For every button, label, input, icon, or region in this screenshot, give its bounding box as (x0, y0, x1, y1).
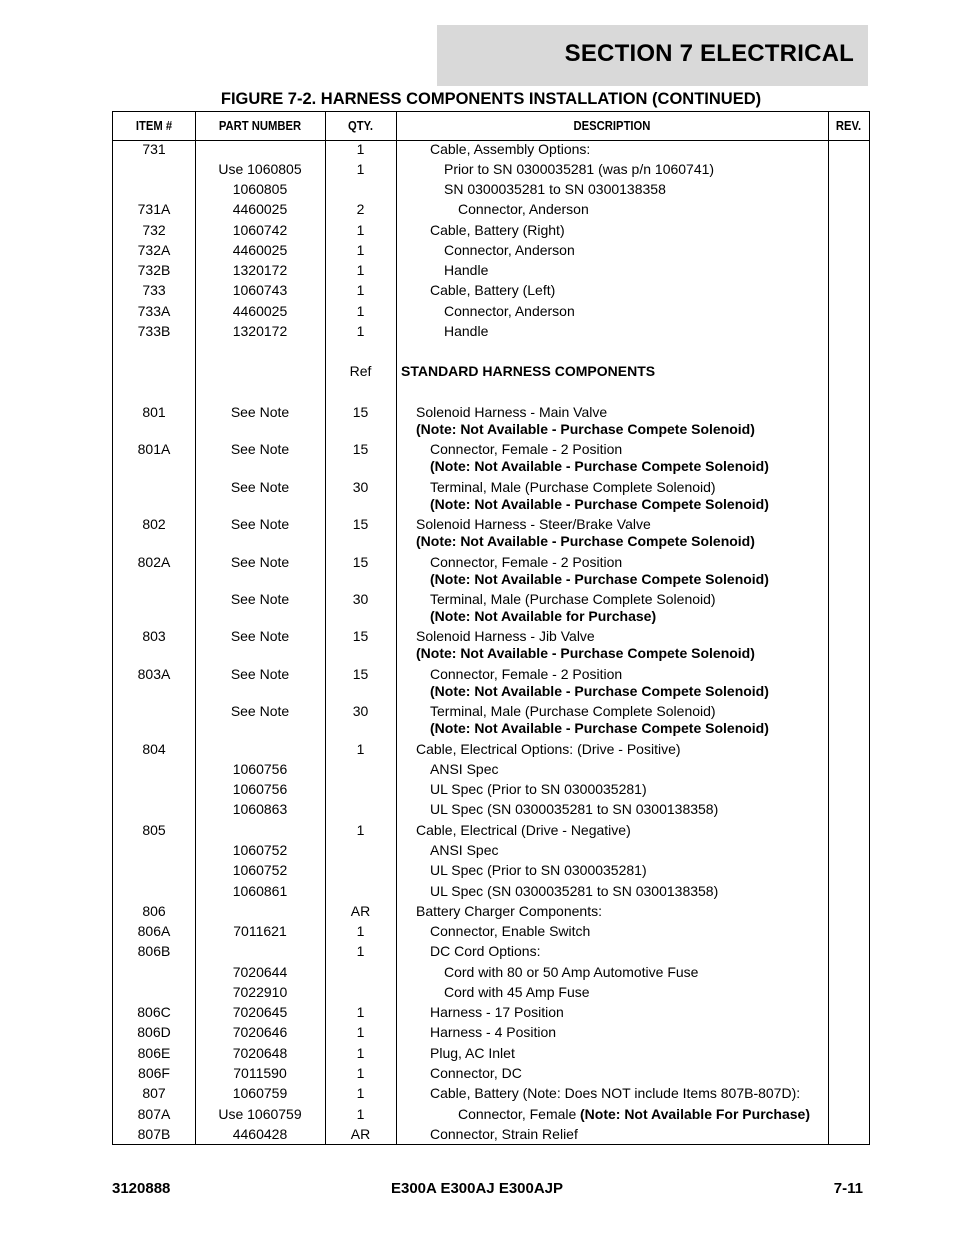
description-note: (Note: Not Available - Purchase Compete Solenoid) (430, 458, 769, 474)
quantity-cell: 2 (356, 201, 365, 217)
description-cell: Connector, Enable Switch (430, 923, 591, 939)
description-cell: Prior to SN 0300035281 (was p/n 1060741) (444, 161, 715, 177)
description-cell: Cord with 45 Amp Fuse (444, 984, 590, 1000)
part-number-cell: See Note (230, 666, 290, 682)
quantity-cell: 15 (352, 628, 369, 644)
description-cell: Cable, Assembly Options: (430, 141, 591, 157)
part-number-cell: 4460025 (232, 303, 288, 319)
part-number-cell: See Note (230, 441, 290, 457)
description-note: (Note: Not Available - Purchase Compete Solenoid) (416, 421, 755, 437)
description-cell: UL Spec (SN 0300035281 to SN 0300138358) (430, 883, 719, 899)
quantity-cell: 1 (356, 222, 365, 238)
quantity-cell: 15 (352, 666, 369, 682)
description-cell: Connector, Anderson (458, 201, 589, 217)
description-cell: Cable, Battery (Left) (430, 282, 556, 298)
item-number-cell: 807 (142, 1085, 166, 1101)
quantity-cell: 1 (356, 1004, 365, 1020)
quantity-cell: 1 (356, 282, 365, 298)
quantity-cell: 1 (356, 822, 365, 838)
description-cell: Connector, Female - 2 Position (430, 666, 623, 682)
description-cell: UL Spec (Prior to SN 0300035281) (430, 862, 647, 878)
item-number-cell: 802 (142, 516, 166, 532)
quantity-cell: Ref (349, 363, 372, 379)
item-number-cell: 806 (142, 903, 166, 919)
description-cell: SN 0300035281 to SN 0300138358 (444, 181, 666, 197)
description-cell: ANSI Spec (430, 842, 499, 858)
quantity-cell: 30 (352, 479, 369, 495)
quantity-cell: 1 (356, 262, 365, 278)
item-number-cell: 732A (137, 242, 171, 258)
part-number-cell: 1060805 (232, 181, 288, 197)
quantity-cell: 1 (356, 242, 365, 258)
item-number-cell: 733 (142, 282, 166, 298)
description-cell: Battery Charger Components: (416, 903, 602, 919)
column-header-rev: REV. (835, 119, 862, 133)
part-number-cell: 1060752 (232, 842, 288, 858)
part-number-cell: 1060759 (232, 1085, 288, 1101)
item-number-cell: 807A (137, 1106, 171, 1122)
item-number-cell: 733B (137, 323, 171, 339)
part-number-cell: 1320172 (232, 262, 288, 278)
part-number-cell: 1060861 (232, 883, 288, 899)
description-note: (Note: Not Available - Purchase Compete Solenoid) (430, 683, 769, 699)
description-cell: Connector, Anderson (444, 242, 575, 258)
footer-page-number: 7-11 (833, 1180, 863, 1197)
description-cell: Handle (444, 323, 489, 339)
description-note: (Note: Not Available for Purchase) (430, 608, 657, 624)
description-cell: Harness - 17 Position (430, 1004, 564, 1020)
section-title: SECTION 7 ELECTRICAL (564, 40, 854, 67)
description-cell: DC Cord Options: (430, 943, 541, 959)
part-number-cell: 7020648 (232, 1045, 288, 1061)
quantity-cell: 30 (352, 591, 369, 607)
quantity-cell: 1 (356, 303, 365, 319)
quantity-cell: 1 (356, 923, 365, 939)
quantity-cell: 15 (352, 441, 369, 457)
description-cell: STANDARD HARNESS COMPONENTS (401, 363, 656, 379)
description-cell: Connector, Strain Relief (430, 1126, 578, 1142)
part-number-cell: Use 1060759 (218, 1106, 302, 1122)
item-number-cell: 802A (137, 554, 171, 570)
item-number-cell: 806D (137, 1024, 171, 1040)
item-number-cell: 803 (142, 628, 166, 644)
description-cell: Terminal, Male (Purchase Complete Solenoid) (430, 703, 716, 719)
quantity-cell: 1 (356, 1106, 365, 1122)
part-number-cell: See Note (230, 554, 290, 570)
item-number-cell: 733A (137, 303, 171, 319)
part-number-cell: 7020644 (232, 964, 288, 980)
description-cell: Cord with 80 or 50 Amp Automotive Fuse (444, 964, 699, 980)
part-number-cell: 7022910 (232, 984, 288, 1000)
footer-doc-number: 3120888 (112, 1180, 171, 1197)
description-cell: Plug, AC Inlet (430, 1045, 515, 1061)
description-cell: Cable, Electrical Options: (Drive - Positive) (416, 741, 681, 757)
quantity-cell: 1 (356, 1045, 365, 1061)
description-note: (Note: Not Available - Purchase Compete Solenoid) (430, 720, 769, 736)
figure-title: FIGURE 7-2. HARNESS COMPONENTS INSTALLATION (CONTINUED) (220, 90, 762, 108)
item-number-cell: 806F (138, 1065, 170, 1081)
description-cell: Cable, Electrical (Drive - Negative) (416, 822, 631, 838)
column-header-item: ITEM # (135, 119, 173, 133)
description-cell: Connector, Female - 2 Position (430, 441, 623, 457)
quantity-cell: 1 (356, 141, 365, 157)
description-note: (Note: Not Available - Purchase Compete Solenoid) (430, 496, 769, 512)
quantity-cell: 1 (356, 161, 365, 177)
description-cell: Harness - 4 Position (430, 1024, 557, 1040)
item-number-cell: 807B (137, 1126, 171, 1142)
section-header-box (437, 25, 868, 86)
item-number-cell: 801A (137, 441, 171, 457)
item-number-cell: 732B (137, 262, 171, 278)
part-number-cell: 7011621 (233, 923, 287, 939)
part-number-cell: 7020645 (232, 1004, 288, 1020)
footer-models: E300A E300AJ E300AJP (390, 1180, 564, 1197)
quantity-cell: AR (350, 903, 371, 919)
part-number-cell: See Note (230, 479, 290, 495)
description-cell: UL Spec (SN 0300035281 to SN 0300138358) (430, 801, 719, 817)
item-number-cell: 804 (142, 741, 166, 757)
quantity-cell: AR (350, 1126, 371, 1142)
quantity-cell: 15 (352, 554, 369, 570)
item-number-cell: 806E (137, 1045, 171, 1061)
description-cell: Handle (444, 262, 489, 278)
item-number-cell: 731 (142, 141, 166, 157)
part-number-cell: 4460428 (232, 1126, 288, 1142)
description-cell: Connector, Anderson (444, 303, 575, 319)
part-number-cell: See Note (230, 703, 290, 719)
part-number-cell: See Note (230, 516, 290, 532)
column-divider (828, 112, 829, 1144)
quantity-cell: 15 (352, 516, 369, 532)
part-number-cell: 7020646 (232, 1024, 288, 1040)
description-cell: Terminal, Male (Purchase Complete Solenoid) (430, 591, 716, 607)
part-number-cell: Use 1060805 (218, 161, 302, 177)
part-number-cell: 1060743 (232, 282, 288, 298)
quantity-cell: 1 (356, 943, 365, 959)
part-number-cell: 7011590 (233, 1065, 287, 1081)
description-note: (Note: Not Available - Purchase Compete Solenoid) (416, 533, 755, 549)
quantity-cell: 1 (356, 741, 365, 757)
description-note: (Note: Not Available - Purchase Compete Solenoid) (430, 571, 769, 587)
quantity-cell: 1 (356, 1085, 365, 1101)
part-number-cell: 1060742 (232, 222, 288, 238)
description-cell: Solenoid Harness - Jib Valve (416, 628, 595, 644)
column-header-qty: QTY. (347, 119, 374, 133)
description-cell: Cable, Battery (Note: Does NOT include Items 807B-807D): (430, 1085, 801, 1101)
item-number-cell: 801 (142, 404, 166, 420)
description-cell: UL Spec (Prior to SN 0300035281) (430, 781, 647, 797)
item-number-cell: 806B (137, 943, 171, 959)
description-cell: Terminal, Male (Purchase Complete Solenoid) (430, 479, 716, 495)
quantity-cell: 1 (356, 1024, 365, 1040)
part-number-cell: 1060756 (232, 761, 288, 777)
item-number-cell: 731A (137, 201, 171, 217)
item-number-cell: 805 (142, 822, 166, 838)
description-note: (Note: Not Available - Purchase Compete Solenoid) (416, 645, 755, 661)
part-number-cell: See Note (230, 404, 290, 420)
quantity-cell: 1 (356, 1065, 365, 1081)
description-cell: Solenoid Harness - Main Valve (416, 404, 608, 420)
part-number-cell: See Note (230, 591, 290, 607)
item-number-cell: 732 (142, 222, 166, 238)
parts-table (112, 111, 870, 1145)
part-number-cell: 1060752 (232, 862, 288, 878)
description-cell: ANSI Spec (430, 761, 499, 777)
description-cell: Connector, Female - 2 Position (430, 554, 623, 570)
quantity-cell: 1 (356, 323, 365, 339)
part-number-cell: See Note (230, 628, 290, 644)
item-number-cell: 803A (137, 666, 171, 682)
description-cell: Solenoid Harness - Steer/Brake Valve (416, 516, 651, 532)
part-number-cell: 1320172 (232, 323, 288, 339)
quantity-cell: 30 (352, 703, 369, 719)
part-number-cell: 4460025 (232, 242, 288, 258)
description-cell: Connector, DC (430, 1065, 522, 1081)
item-number-cell: 806C (137, 1004, 171, 1020)
description-cell: Connector, Female (458, 1106, 577, 1122)
item-number-cell: 806A (137, 923, 171, 939)
column-header-description: DESCRIPTION (573, 119, 651, 133)
column-header-part-number: PART NUMBER (218, 119, 302, 133)
quantity-cell: 15 (352, 404, 369, 420)
part-number-cell: 4460025 (232, 201, 288, 217)
description-note: (Note: Not Available For Purchase) (580, 1106, 811, 1122)
column-divider (396, 112, 397, 1144)
part-number-cell: 1060863 (232, 801, 288, 817)
description-cell: Cable, Battery (Right) (430, 222, 565, 238)
part-number-cell: 1060756 (232, 781, 288, 797)
